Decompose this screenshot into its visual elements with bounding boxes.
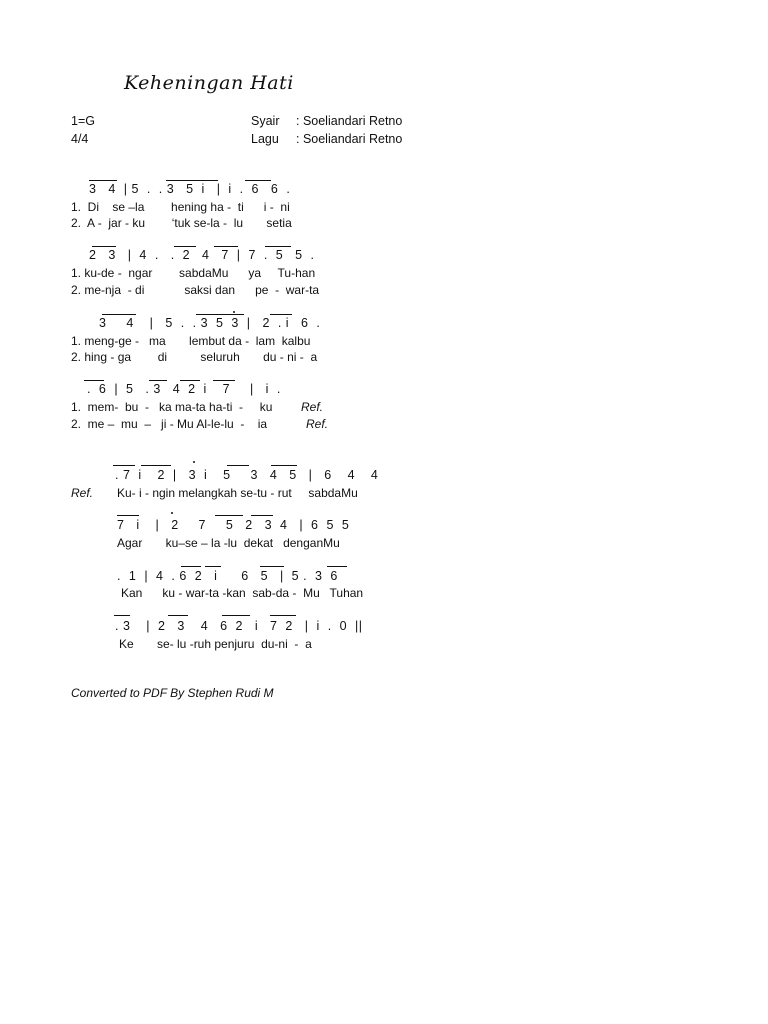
beam-line	[270, 615, 296, 616]
notation-line: . 6 | 5 . 3 4 2 i 7 | i .	[87, 382, 281, 396]
lyrics-line: 2. me-nja - di saksi dan pe - war-ta	[71, 283, 320, 297]
beam-line	[227, 465, 249, 466]
syair-label: Syair	[251, 114, 280, 128]
beam-line	[196, 314, 244, 315]
time-signature: 4/4	[71, 132, 89, 146]
octave-dot	[193, 461, 195, 463]
beam-line	[245, 180, 271, 181]
beam-line	[113, 465, 135, 466]
lyrics-line: 1. ku-de - ngar sabdaMu ya Tu-han	[71, 266, 316, 280]
octave-dot	[171, 512, 173, 514]
lyrics-line: 2. me – mu – ji - Mu Al-le-lu - ia	[71, 417, 268, 431]
beam-line	[149, 380, 167, 381]
notation-line: . 1 | 4 . 6 2 i 6 5 | 5 . 3 6	[117, 569, 338, 583]
beam-line	[168, 615, 188, 616]
beam-line	[181, 566, 201, 567]
song-title: Keheningan Hati	[124, 72, 294, 94]
beam-line	[265, 246, 291, 247]
beam-line	[214, 246, 238, 247]
lyrics-line: Ke se- lu -ruh penjuru du-ni - a	[119, 637, 312, 651]
beam-line	[166, 180, 218, 181]
ref-marker: Ref.	[306, 417, 329, 431]
notation-line: 3 4 | 5 . . 3 5 i | i . 6 6 .	[89, 182, 291, 196]
beam-line	[102, 314, 136, 315]
key-signature: 1=G	[71, 114, 95, 128]
beam-line	[84, 380, 104, 381]
lyrics-line: Agar ku–se – la -lu dekat denganMu	[117, 536, 340, 550]
notation-line: 2 3 | 4 . . 2 4 7 | 7 . 5 5 .	[89, 248, 315, 262]
beam-line	[117, 515, 139, 516]
lyrics-line: 2. A - jar - ku ‘tuk se-la - lu setia	[71, 216, 292, 230]
beam-line	[271, 465, 297, 466]
beam-line	[205, 566, 221, 567]
notation-line: 7 i | 2 7 5 2 3 4 | 6 5 5	[117, 518, 350, 532]
beam-line	[327, 566, 347, 567]
notation-line: 3 4 | 5 . . 3 5 3 | 2 . i 6 .	[99, 316, 321, 330]
ref-marker: Ref.	[301, 400, 324, 414]
lyrics-line: 1. meng-ge - ma lembut da - lam kalbu	[71, 334, 311, 348]
octave-dot	[233, 311, 235, 313]
footer-credit: Converted to PDF By Stephen Rudi M	[71, 686, 274, 700]
lyrics-line: Kan ku - war-ta -kan sab-da - Mu Tuhan	[121, 586, 364, 600]
beam-line	[180, 380, 200, 381]
beam-line	[251, 515, 273, 516]
beam-line	[92, 246, 116, 247]
beam-line	[215, 515, 243, 516]
lagu-label: Lagu	[251, 132, 279, 146]
beam-line	[174, 246, 196, 247]
syair-value: : Soeliandari Retno	[296, 114, 403, 128]
beam-line	[270, 314, 292, 315]
notation-line: . 3 | 2 3 4 6 2 i 7 2 | i . 0 ||	[115, 619, 363, 633]
lyrics-line: 2. hing - ga di seluruh du - ni - a	[71, 350, 318, 364]
beam-line	[213, 380, 235, 381]
beam-line	[222, 615, 250, 616]
lyrics-line: 1. mem- bu - ka ma-ta ha-ti - ku	[71, 400, 273, 414]
refrain-label: Ref.	[71, 486, 94, 500]
lagu-value: : Soeliandari Retno	[296, 132, 403, 146]
beam-line	[114, 615, 130, 616]
beam-line	[141, 465, 171, 466]
notation-line: . 7 i 2 | 3 i 5 3 4 5 | 6 4 4	[115, 468, 379, 482]
lyrics-line: Ku- i - ngin melangkah se-tu - rut sabdaMu	[117, 486, 358, 500]
lyrics-line: 1. Di se –la hening ha - ti i - ni	[71, 200, 290, 214]
beam-line	[260, 566, 284, 567]
beam-line	[89, 180, 117, 181]
